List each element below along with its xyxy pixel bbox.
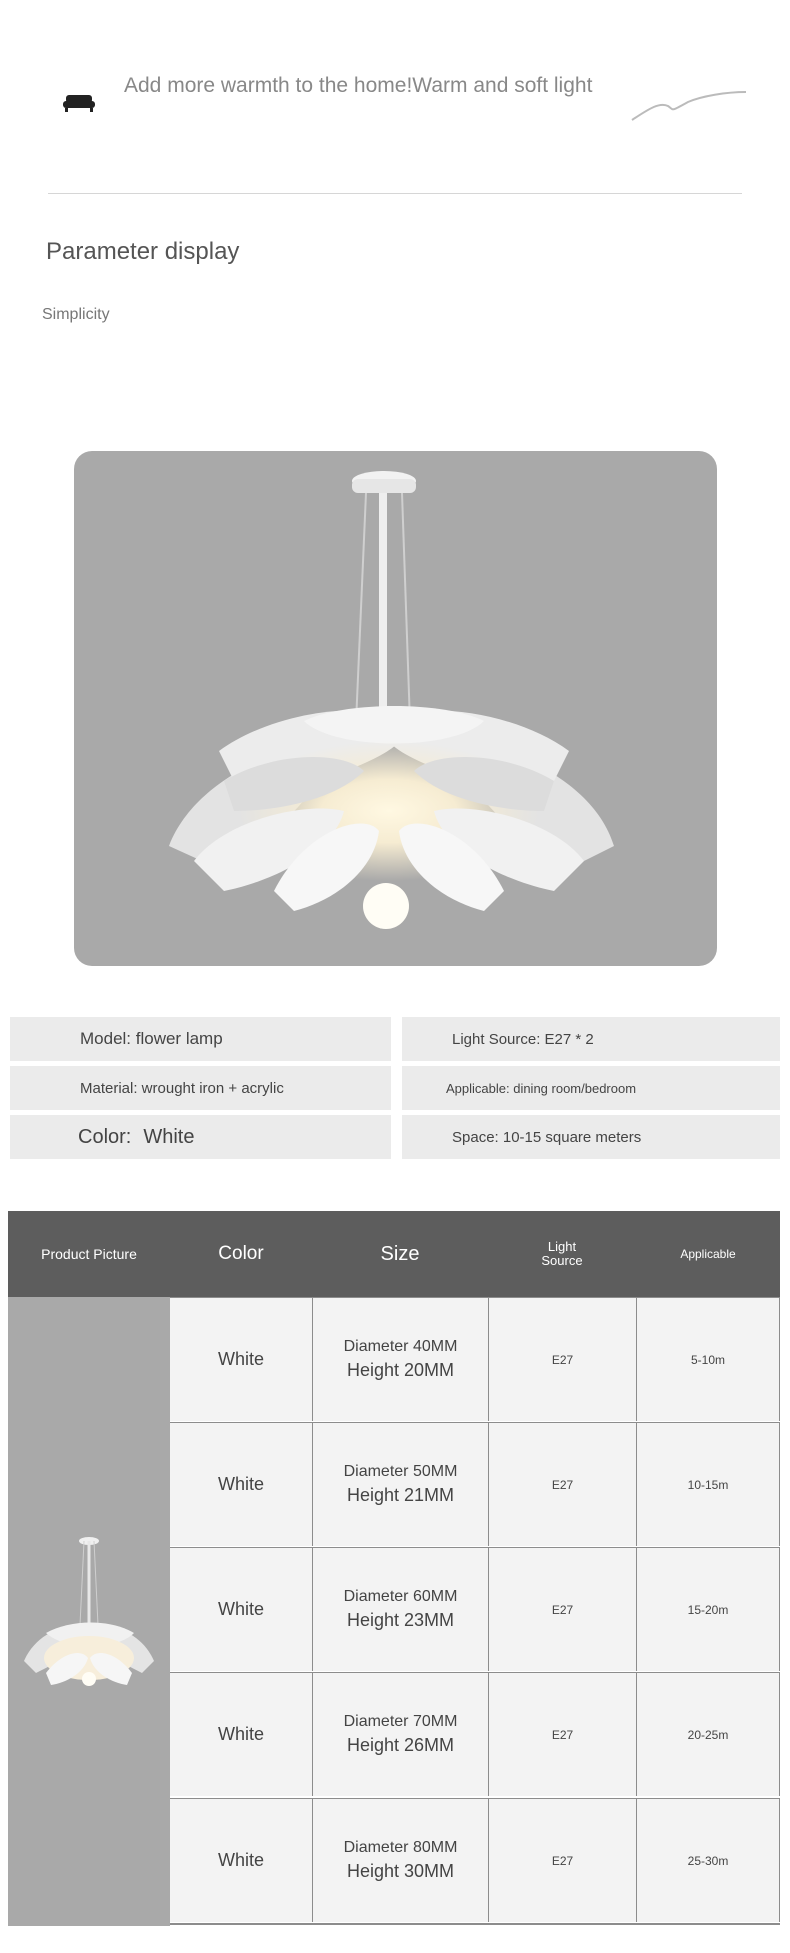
cell-size	[312, 1423, 488, 1546]
section-subtitle: Simplicity	[42, 306, 110, 323]
param-color-value: White	[143, 1125, 195, 1148]
cell-size	[312, 1799, 488, 1922]
swoosh-decoration-icon	[630, 88, 748, 124]
th-product-picture: Product Picture	[41, 1245, 137, 1262]
cell-color: White	[217, 1349, 264, 1369]
cell-height: Height 20MM	[346, 1360, 455, 1380]
cell-color: White	[217, 1599, 264, 1619]
product-thumbnail	[16, 1533, 162, 1703]
param-material	[10, 1066, 391, 1110]
cell-light-source: E27	[488, 1423, 636, 1546]
table-row	[170, 1547, 780, 1671]
table-row	[170, 1798, 780, 1922]
product-picture-column	[8, 1297, 170, 1926]
cell-color: White	[217, 1474, 264, 1494]
table-header	[8, 1211, 780, 1297]
cell-height: Height 23MM	[346, 1610, 455, 1630]
cell-light-source: E27	[488, 1673, 636, 1796]
cell-applicable: 25-30m	[636, 1799, 780, 1922]
th-applicable: Applicable	[680, 1246, 736, 1261]
cell-height: Height 26MM	[346, 1735, 455, 1755]
tagline: Add more warmth to the home!Warm and soft light	[124, 74, 593, 97]
cell-size	[312, 1298, 488, 1421]
cell-applicable: 10-15m	[636, 1423, 780, 1546]
cell-diameter: Diameter 40MM	[343, 1338, 458, 1355]
param-light-source-text: Light Source: E27 * 2	[452, 1030, 594, 1048]
param-space	[402, 1115, 780, 1159]
cell-color: White	[217, 1850, 264, 1870]
sofa-icon	[62, 92, 96, 114]
cell-diameter: Diameter 60MM	[343, 1588, 458, 1605]
table-row	[170, 1672, 780, 1796]
cell-size	[312, 1673, 488, 1796]
cell-height: Height 30MM	[346, 1861, 455, 1881]
cell-applicable: 5-10m	[636, 1298, 780, 1421]
cell-applicable: 15-20m	[636, 1548, 780, 1671]
param-applicable-text: Applicable: dining room/bedroom	[446, 1080, 637, 1096]
cell-light-source: E27	[488, 1298, 636, 1421]
th-color: Color	[218, 1243, 264, 1265]
cell-size	[312, 1548, 488, 1671]
cell-diameter: Diameter 80MM	[343, 1839, 458, 1856]
cell-applicable: 20-25m	[636, 1673, 780, 1796]
param-color	[10, 1115, 391, 1159]
cell-height: Height 21MM	[346, 1485, 455, 1505]
cell-color: White	[217, 1724, 264, 1744]
param-light-source	[402, 1017, 780, 1061]
th-light-source	[488, 1211, 636, 1297]
th-light-line1: Light	[547, 1239, 577, 1255]
hero-product-image	[74, 451, 717, 966]
table-row	[170, 1297, 780, 1421]
param-model-text: Model: flower lamp	[80, 1029, 223, 1048]
cell-light-source: E27	[488, 1799, 636, 1922]
th-size: Size	[380, 1242, 420, 1265]
param-applicable	[402, 1066, 780, 1110]
section-title: Parameter display	[46, 238, 240, 265]
cell-light-source: E27	[488, 1548, 636, 1671]
param-model	[10, 1017, 391, 1061]
cell-diameter: Diameter 50MM	[343, 1463, 458, 1480]
header-divider	[48, 193, 742, 194]
th-light-line2: Source	[541, 1253, 583, 1268]
param-space-text: Space: 10-15 square meters	[452, 1128, 642, 1146]
table-row	[170, 1422, 780, 1546]
table-bottom-border	[170, 1923, 780, 1925]
param-material-text: Material: wrought iron + acrylic	[80, 1079, 284, 1097]
param-color-label: Color:	[78, 1125, 132, 1148]
spec-table	[8, 1211, 780, 1926]
cell-diameter: Diameter 70MM	[343, 1713, 458, 1730]
